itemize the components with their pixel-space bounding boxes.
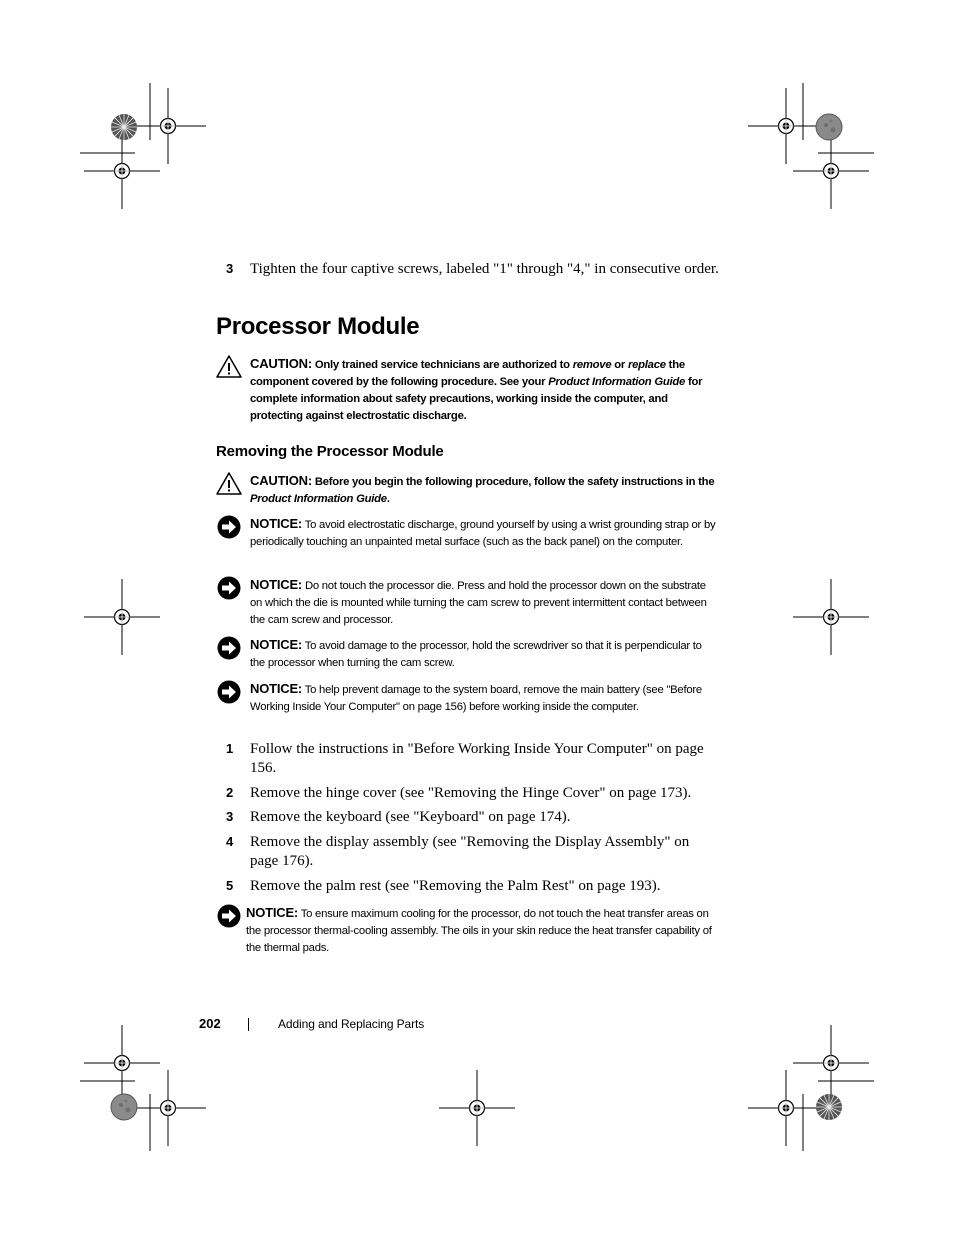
caution-text-part: or (611, 359, 628, 371)
caution-text (250, 355, 716, 425)
notice-arrow-icon (216, 679, 242, 705)
warning-triangle-icon (216, 354, 242, 380)
caution-text (250, 472, 716, 508)
notice-text (246, 904, 716, 957)
step-number: 5 (226, 878, 234, 893)
warning-triangle-icon (216, 471, 242, 497)
notice-arrow-icon (216, 575, 242, 601)
caution-text-part: for complete information about safety precautions, working inside the computer, and protecting against electrostatic discharge. (250, 376, 703, 422)
section-heading: Removing the Processor Module (216, 443, 444, 460)
notice-text (250, 680, 716, 716)
caution-emphasis: Product Information Guide (548, 376, 686, 388)
notice-label: NOTICE: (246, 905, 299, 920)
caution-text-part: the component covered by the following procedure. See your (250, 359, 685, 388)
notice-arrow-icon (216, 635, 242, 661)
step-number: 3 (226, 809, 234, 824)
notice-body: To ensure maximum cooling for the processor, do not touch the heat transfer areas on the processor thermal-cooling assembly. The oils in your skin reduce the heat transfer capability of the thermal pads. (246, 908, 712, 954)
caution-emphasis: remove (572, 359, 612, 371)
step-number: 2 (226, 785, 234, 800)
footer-divider (248, 1018, 249, 1031)
notice-label: NOTICE: (250, 516, 303, 531)
notice-arrow-icon (216, 514, 242, 540)
step-number: 3 (226, 261, 234, 276)
notice-body: To help prevent damage to the system board, remove the main battery (see "Before Working Inside Your Computer" on page 156) before working inside the computer. (250, 684, 702, 713)
step-text: Remove the hinge cover (see "Removing the Hinge Cover" on page 173). (250, 785, 692, 801)
notice-body: To avoid damage to the processor, hold the screwdriver so that it is perpendicular to the processor when turning the cam screw. (250, 640, 702, 669)
caution-label: CAUTION: (250, 356, 312, 371)
step-text: Remove the display assembly (see "Removing the Display Assembly" on page 176). (250, 834, 690, 869)
step-text: Tighten the four captive screws, labeled "1" through "4," in consecutive order. (250, 261, 719, 277)
notice-label: NOTICE: (250, 681, 303, 696)
caution-emphasis: replace (627, 359, 666, 371)
caution-emphasis: Product Information Guide (250, 493, 387, 505)
step-text: Remove the keyboard (see "Keyboard" on page 174). (250, 809, 571, 825)
notice-body: To avoid electrostatic discharge, ground yourself by using a wrist grounding strap or by periodically touching an unpainted metal surface (such as the back panel) on the computer. (250, 519, 716, 548)
notice-text (250, 576, 716, 629)
caution-text-part: Before you begin the following procedure, follow the safety instructions in the (314, 476, 715, 488)
caution-text-part: . (386, 493, 390, 505)
caution-label: CAUTION: (250, 473, 312, 488)
page-title: Processor Module (216, 313, 420, 340)
step-text: Follow the instructions in "Before Working Inside Your Computer" on page 156. (250, 741, 704, 776)
notice-body: Do not touch the processor die. Press and hold the processor down on the substrate on which the die is mounted while turning the cam screw to prevent intermittent contact between the cam screw and processor. (250, 580, 707, 626)
footer-section-title: Adding and Replacing Parts (278, 1017, 425, 1031)
notice-arrow-icon (216, 903, 242, 929)
step-number: 1 (226, 741, 234, 756)
caution-text-part: Only trained service technicians are authorized to (314, 359, 573, 371)
notice-text (250, 515, 716, 551)
page-number: 202 (199, 1016, 221, 1031)
step-text: Remove the palm rest (see "Removing the Palm Rest" on page 193). (250, 878, 661, 894)
notice-label: NOTICE: (250, 577, 303, 592)
notice-label: NOTICE: (250, 637, 303, 652)
step-number: 4 (226, 834, 234, 849)
notice-text (250, 636, 716, 672)
